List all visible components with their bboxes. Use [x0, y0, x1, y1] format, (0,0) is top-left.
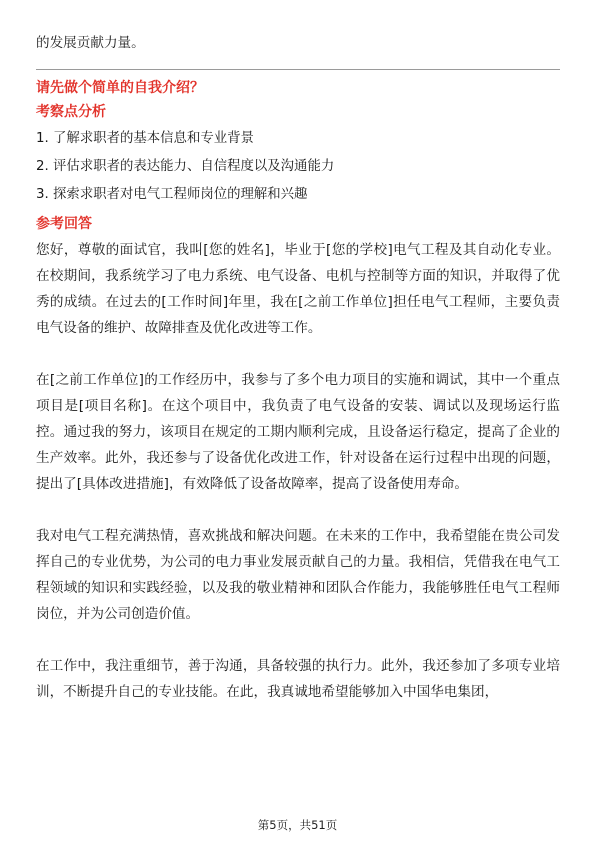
continued-text: 的发展贡献力量。: [36, 35, 145, 51]
paragraph-gap: [36, 497, 560, 523]
answer-paragraph: 在工作中，我注重细节，善于沟通，具备较强的执行力。此外，我还参加了多项专业培训，不断提升自己的专业技能。在此，我真诚地希望能够加入中国华电集团，: [36, 658, 560, 700]
analysis-point: 1. 了解求职者的基本信息和专业背景: [36, 131, 254, 146]
interview-question: 请先做个简单的自我介绍？: [36, 80, 204, 96]
paragraph-gap: [36, 341, 560, 367]
answer-paragraph: 您好，尊敬的面试官，我叫[您的姓名]，毕业于[您的学校]电气工程及其自动化专业。在校期间，我系统学习了电力系统、电气设备、电机与控制等方面的知识，并取得了优秀的成绩。在过去的[工作时间]年里，我在[之前工作单位]担任电气工程师，主要负责电气设备的维护、故障排查及优化改进等工作。: [36, 242, 560, 336]
answer-paragraph: 在[之前工作单位]的工作经历中，我参与了多个电力项目的实施和调试，其中一个重点项目是[项目名称]。在这个项目中，我负责了电气设备的安装、调试以及现场运行监控。通过我的努力，该项目在规定的工期内顺利完成，且设备运行稳定，提高了企业的生产效率。此外，我还参与了设备优化改进工作，针对设备在运行过程中出现的问题，提出了[具体改进措施]，有效降低了设备故障率，提高了设备使用寿命。: [36, 372, 560, 492]
answer-paragraph: 我对电气工程充满热情，喜欢挑战和解决问题。在未来的工作中，我希望能在贵公司发挥自己的专业优势，为公司的电力事业发展贡献自己的力量。我相信，凭借我在电气工程领域的知识和实践经验，以及我的敬业精神和团队合作能力，我能够胜任电气工程师岗位，并为公司创造价值。: [36, 528, 560, 622]
page-number: 第5页，共51页: [257, 818, 338, 832]
analysis-point: 3. 探索求职者对电气工程师岗位的理解和兴趣: [36, 187, 308, 202]
analysis-title: 考察点分析: [36, 104, 106, 120]
paragraph-gap: [36, 627, 560, 653]
analysis-points: [36, 125, 560, 209]
analysis-point: 2. 评估求职者的表达能力、自信程度以及沟通能力: [36, 159, 335, 174]
page-content: [36, 30, 560, 705]
section-divider: [36, 69, 560, 70]
answer-title: 参考回答: [36, 216, 92, 232]
